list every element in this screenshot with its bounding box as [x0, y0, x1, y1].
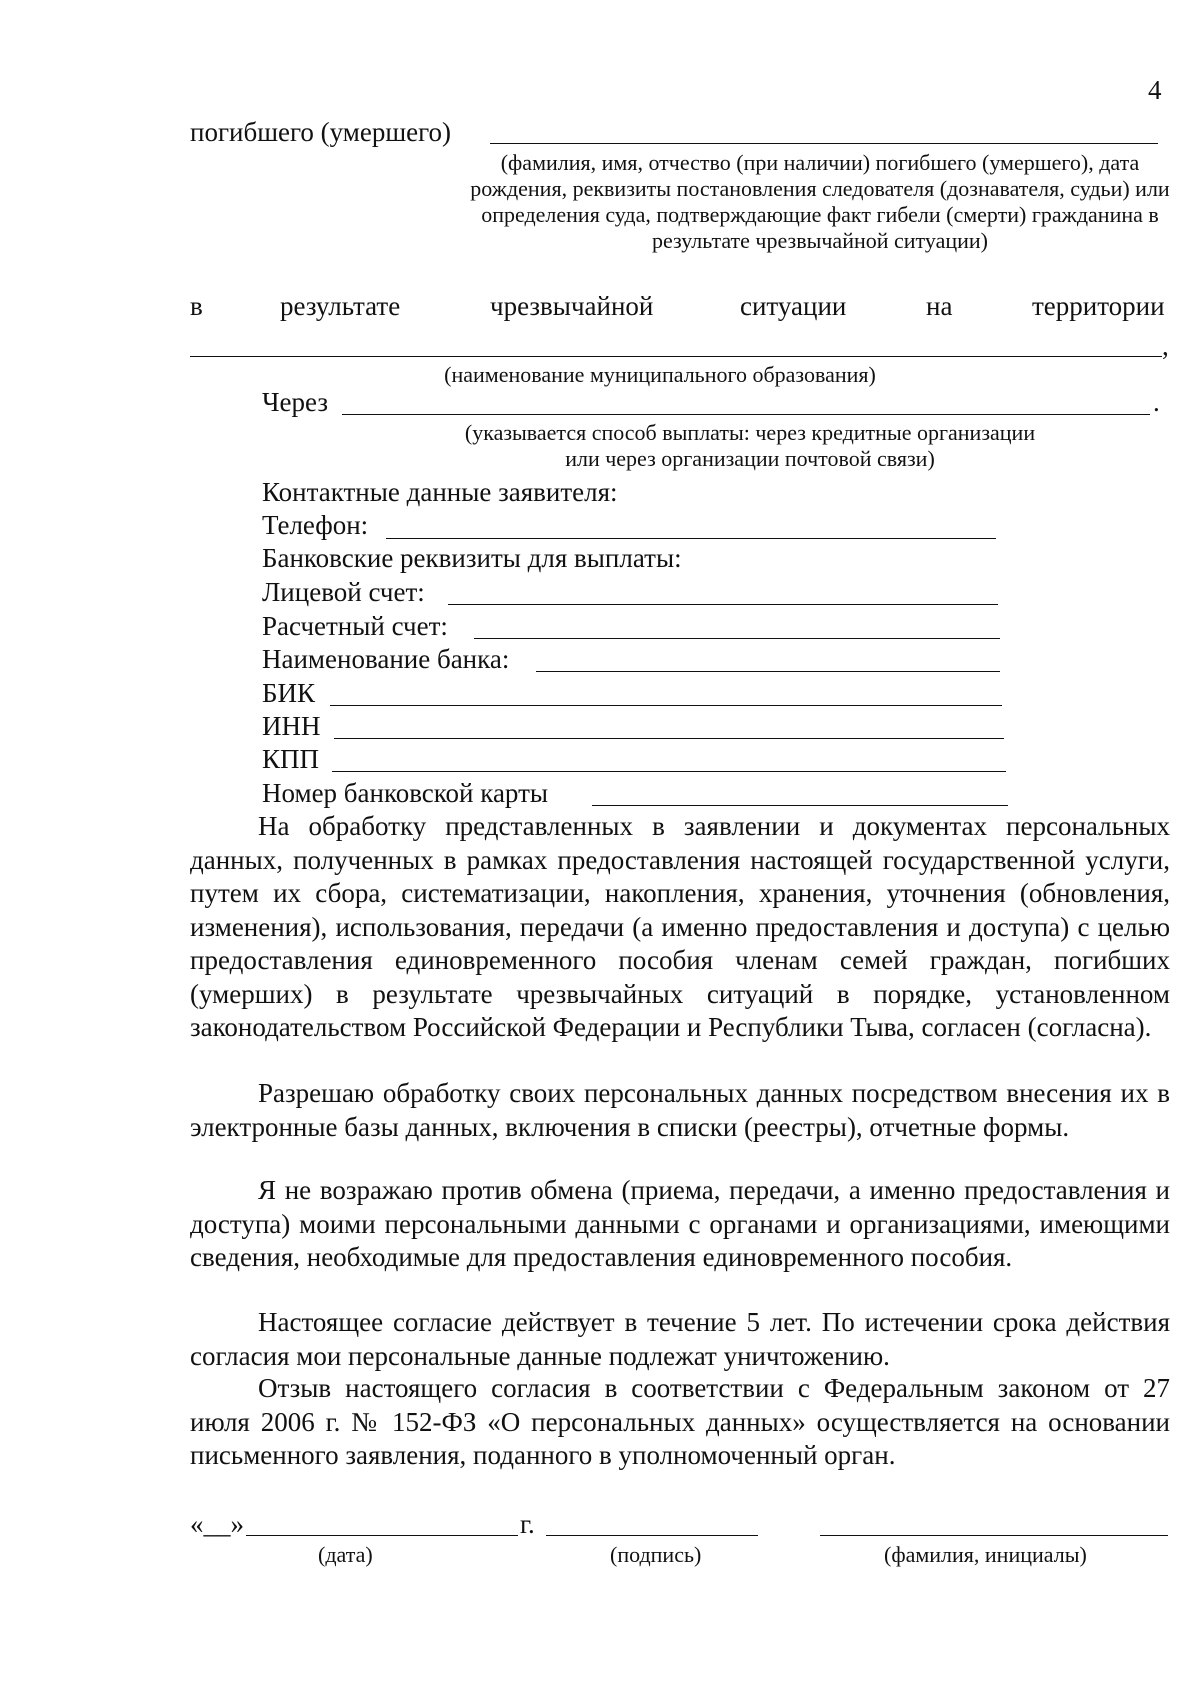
- kpp-label: КПП: [262, 744, 320, 774]
- consent-paragraph-5: Отзыв настоящего согласия в соответствии с Федеральным законом от 27 июля 2006 г. № 152-ФЗ «О персональных данных» осуществляется на основании письменного заявления, поданного в уполномоченный орган.: [190, 1373, 1170, 1470]
- name-input-line[interactable]: [820, 1535, 1168, 1536]
- bank-name-label: Наименование банка:: [262, 644, 510, 674]
- settlement-account-label: Расчетный счет:: [262, 611, 448, 641]
- date-input-line[interactable]: [246, 1535, 518, 1536]
- date-caption: (дата): [318, 1542, 373, 1567]
- deceased-label: погибшего (умершего): [190, 117, 452, 147]
- year-suffix: г.: [520, 1509, 535, 1539]
- territory-word-3: чрезвычайной: [490, 291, 654, 321]
- territory-caption: (наименование муниципального образования): [444, 362, 876, 387]
- territory-word-1: в: [190, 291, 203, 321]
- payment-caption-line1: (указывается способ выплаты: через кредитные организации: [464, 420, 1036, 445]
- contacts-heading: Контактные данные заявителя:: [262, 477, 618, 507]
- consent-paragraph-2: Разрешаю обработку своих персональных данных посредством внесения их в электронные базы данных, включения в списки (реестры), отчетные формы.: [190, 1078, 1170, 1142]
- card-number-input-line[interactable]: [592, 805, 1008, 806]
- payment-label: Через: [262, 387, 329, 417]
- payment-caption-line2: или через организации почтовой связи): [565, 446, 935, 471]
- bik-label: БИК: [262, 678, 316, 708]
- territory-word-4: ситуации: [740, 291, 847, 321]
- payment-period: .: [1153, 387, 1160, 417]
- date-prefix: «__»: [190, 1509, 244, 1539]
- territory-word-5: на: [926, 291, 953, 321]
- phone-input-line[interactable]: [386, 538, 996, 539]
- page-number: 4: [1148, 75, 1162, 105]
- territory-word-2: результате: [280, 291, 401, 321]
- bik-input-line[interactable]: [330, 705, 1002, 706]
- phone-label: Телефон:: [262, 510, 369, 540]
- bank-heading: Банковские реквизиты для выплаты:: [262, 543, 682, 573]
- name-caption: (фамилия, инициалы): [884, 1542, 1087, 1567]
- territory-comma: ,: [1162, 331, 1169, 361]
- consent-paragraph-3: Я не возражаю против обмена (приема, передачи, а именно предоставления и доступа) моими персональными данными с органами и организациями, имеющими сведения, необходимые для предоставления единовременного пособия.: [190, 1175, 1170, 1272]
- payment-input-line[interactable]: [342, 414, 1150, 415]
- inn-label: ИНН: [262, 711, 321, 741]
- deceased-caption: (фамилия, имя, отчество (при наличии) погибшего (умершего), дата рождения, реквизиты постановления следователя (дознавателя, судьи) или определения суда, подтверждающие факт гибели (смерти) гражданина в результате чрезвычайной ситуации): [470, 150, 1170, 253]
- settlement-account-input-line[interactable]: [474, 638, 1000, 639]
- inn-input-line[interactable]: [334, 738, 1004, 739]
- bank-name-input-line[interactable]: [536, 671, 1000, 672]
- personal-account-input-line[interactable]: [448, 604, 998, 605]
- territory-word-6: территории: [1032, 291, 1165, 321]
- territory-input-line[interactable]: [190, 356, 1162, 357]
- personal-account-label: Лицевой счет:: [262, 577, 425, 607]
- kpp-input-line[interactable]: [332, 771, 1006, 772]
- consent-paragraph-1: На обработку представленных в заявлении и документах персональных данных, полученных в рамках предоставления настоящей государственной услуги, путем их сбора, систематизации, накопления, хранения, уточнения (обновления, изменения), использования, передачи (а именно предоставления и доступа) с целью предоставления единовременного пособия членам семей граждан, погибших (умерших) в результате чрезвычайных ситуаций в порядке, установленном законодательством Российской Федерации и Республики Тыва, согласен (согласна).: [190, 811, 1170, 1042]
- signature-input-line[interactable]: [546, 1535, 758, 1536]
- deceased-input-line[interactable]: [490, 143, 1158, 144]
- consent-paragraph-4: Настоящее согласие действует в течение 5 лет. По истечении срока действия согласия мои персональные данные подлежат уничтожению.: [190, 1307, 1170, 1371]
- card-number-label: Номер банковской карты: [262, 778, 549, 808]
- signature-caption: (подпись): [610, 1542, 702, 1567]
